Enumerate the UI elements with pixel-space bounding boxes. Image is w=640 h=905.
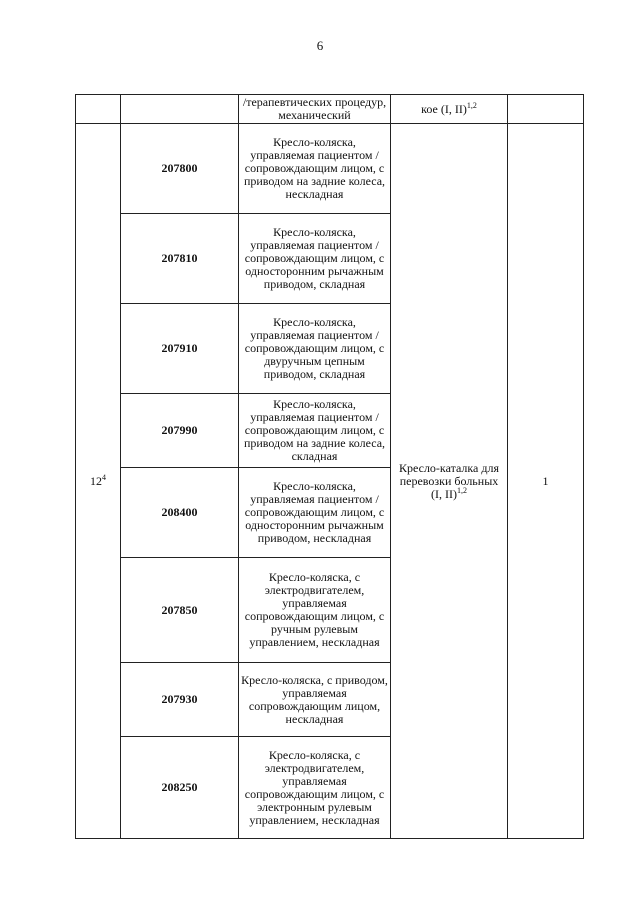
item-code: 207800	[121, 124, 239, 214]
item-code: 207990	[121, 394, 239, 468]
item-code: 207810	[121, 214, 239, 304]
item-name: Кресло-коляска, управляемая пациентом /сопровождающим лицом, с односторонним рычажным приводом, складная	[239, 214, 391, 304]
code-cell	[121, 95, 239, 124]
item-code: 208250	[121, 737, 239, 839]
page-number: 6	[316, 38, 324, 53]
quantity-cell: 1	[508, 124, 584, 839]
row-number-cell	[76, 124, 121, 839]
item-name: Кресло-коляска, с приводом, управляемая сопровождающим лицом, нескладная	[239, 663, 391, 737]
table-row	[76, 124, 584, 214]
item-name: Кресло-коляска, с электродвигателем, управляемая сопровождающим лицом, с электронным рулевым управлением, нескладная	[239, 737, 391, 839]
item-code: 207910	[121, 304, 239, 394]
name-cell: /терапевтических процедур, механический	[239, 95, 391, 124]
item-code: 207850	[121, 558, 239, 663]
row-number-cell	[76, 95, 121, 124]
item-code: 207930	[121, 663, 239, 737]
footnote-marker: 1,2	[456, 485, 467, 495]
footnote-marker: 4	[102, 472, 106, 482]
item-name: Кресло-коляска, управляемая пациентом /сопровождающим лицом, с приводом на задние колеса, нескладная	[239, 124, 391, 214]
item-code: 208400	[121, 468, 239, 558]
item-name: Кресло-коляска, с электродвигателем, управляемая сопровождающим лицом, с ручным рулевым управлением, нескладная	[239, 558, 391, 663]
equipment-table	[75, 94, 584, 839]
group-text: Кресло-каталка для перевозки больных (I, II)	[398, 460, 499, 501]
item-name: Кресло-коляска, управляемая пациентом /сопровождающим лицом, с приводом на задние колеса, складная	[239, 394, 391, 468]
quantity-cell	[508, 95, 584, 124]
footnote-marker: 1,2	[466, 100, 477, 110]
group-text: кое (I, II)	[421, 101, 467, 116]
table-row	[76, 95, 584, 124]
group-cell	[391, 124, 508, 839]
item-name: Кресло-коляска, управляемая пациентом /сопровождающим лицом, с односторонним рычажным приводом, нескладная	[239, 468, 391, 558]
group-cell	[391, 95, 508, 124]
row-number: 12	[90, 473, 102, 488]
item-name: Кресло-коляска, управляемая пациентом /сопровождающим лицом, с двуручным цепным приводом, складная	[239, 304, 391, 394]
